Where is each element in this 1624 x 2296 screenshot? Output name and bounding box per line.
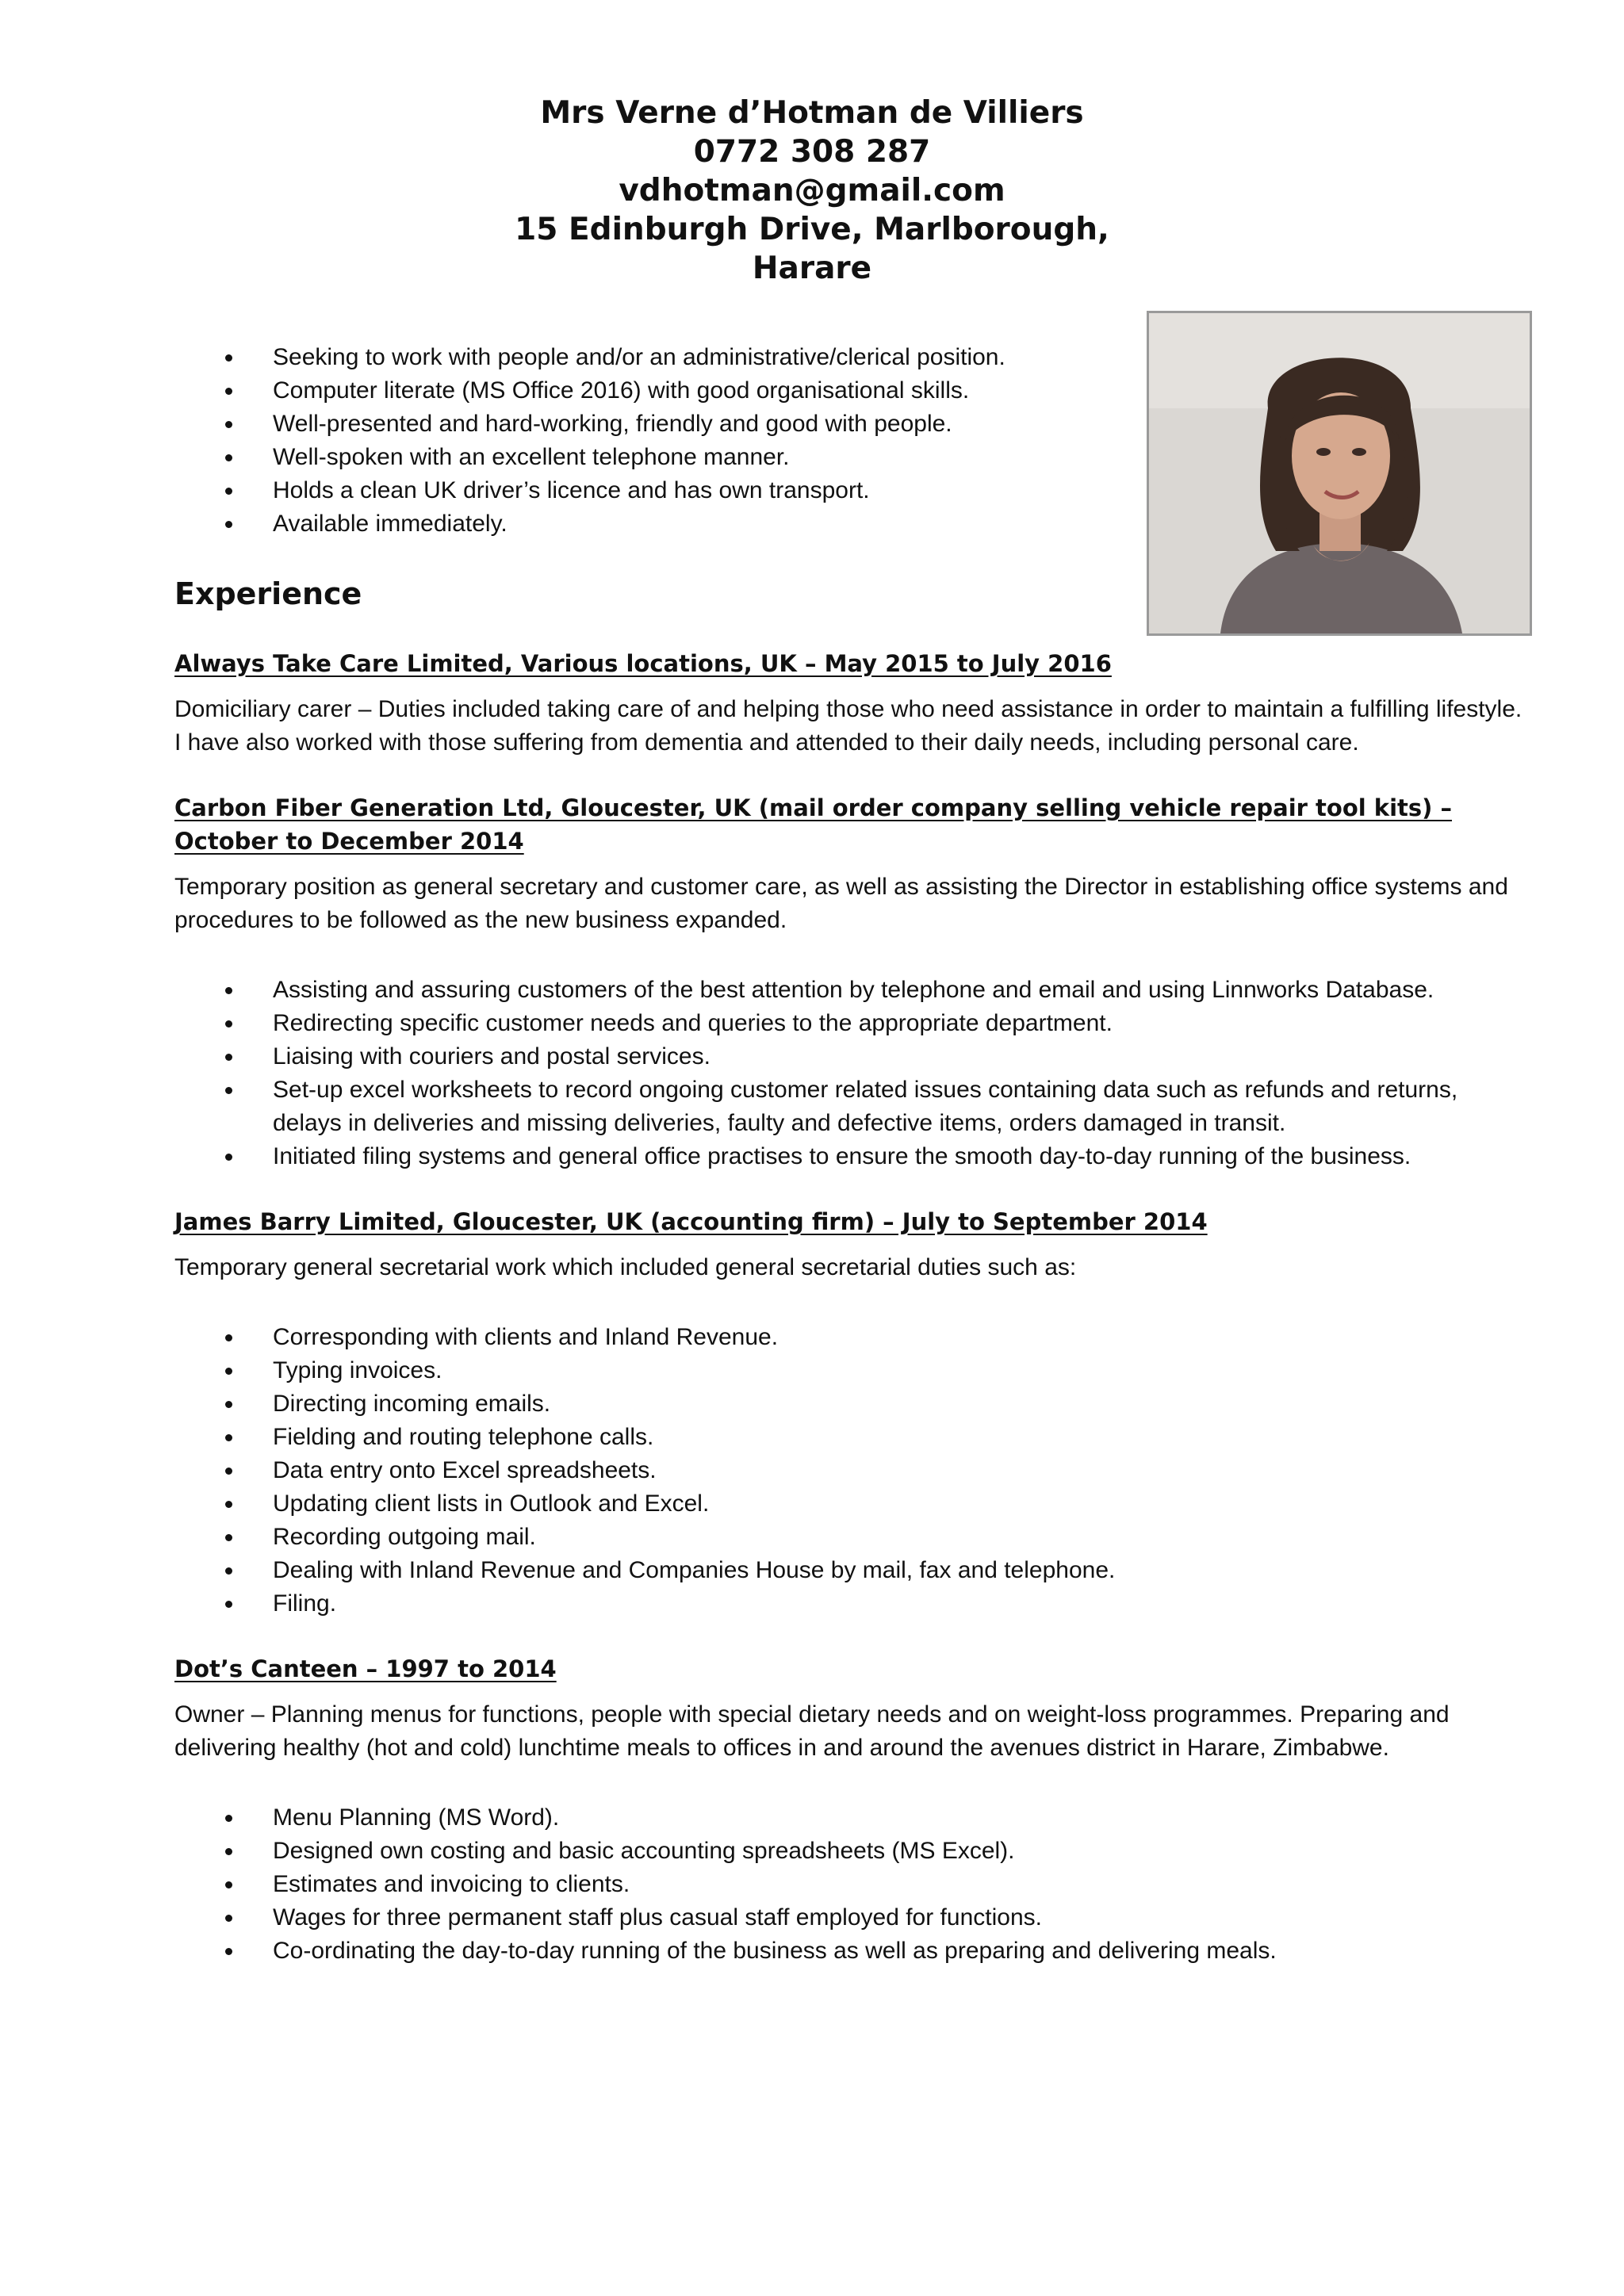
email-address: vdhotman@gmail.com bbox=[619, 173, 1005, 209]
summary-list bbox=[174, 341, 1532, 541]
job-duty-item: Co-ordinating the day-to-day running of the business as well as preparing and delivering meals. bbox=[174, 1934, 1532, 1968]
job-duty-item: Dealing with Inland Revenue and Companies House by mail, fax and telephone. bbox=[174, 1554, 1532, 1587]
summary-item: Holds a clean UK driver’s licence and has own transport. bbox=[174, 474, 1532, 507]
job-duty-item: Menu Planning (MS Word). bbox=[174, 1801, 1532, 1835]
experience-heading: Experience bbox=[174, 576, 362, 611]
contact-header bbox=[0, 94, 1624, 288]
job-duty-item: Typing invoices. bbox=[174, 1354, 1532, 1387]
job-duty-item: Updating client lists in Outlook and Excel. bbox=[174, 1487, 1532, 1521]
address-line-1: 15 Edinburgh Drive, Marlborough, bbox=[515, 212, 1109, 247]
summary-item: Computer literate (MS Office 2016) with good organisational skills. bbox=[174, 374, 1532, 408]
job-title: James Barry Limited, Gloucester, UK (accounting firm) – July to September 2014 bbox=[174, 1208, 1208, 1235]
resume-body bbox=[174, 341, 1532, 1968]
job-description: Temporary general secretarial work which included general secretarial duties such as: bbox=[174, 1254, 1077, 1280]
summary-item: Seeking to work with people and/or an administrative/clerical position. bbox=[174, 341, 1532, 374]
job-description: Temporary position as general secretary and customer care, as well as assisting the Director in establishing office systems and procedures to be followed as the new business expanded. bbox=[174, 874, 1508, 933]
job-description: Domiciliary carer – Duties included taking care of and helping those who need assistance in order to maintain a fulfilling lifestyle. I have also worked with those suffering from dementia and attended to their daily needs, including personal care. bbox=[174, 696, 1522, 756]
job-title: Dot’s Canteen – 1997 to 2014 bbox=[174, 1655, 557, 1682]
job-duties-list bbox=[174, 1321, 1532, 1621]
job-duty-item: Set-up excel worksheets to record ongoing customer related issues containing data such as refunds and returns, delays in deliveries and missing deliveries, faulty and defective items, orders damaged in transit. bbox=[174, 1073, 1532, 1140]
job-duty-item: Filing. bbox=[174, 1587, 1532, 1621]
job-title: Carbon Fiber Generation Ltd, Gloucester, UK (mail order company selling vehicle repair tool kits) – October to December 2014 bbox=[174, 794, 1452, 855]
job-duty-item: Directing incoming emails. bbox=[174, 1387, 1532, 1421]
address-line-2: Harare bbox=[752, 251, 872, 286]
job-duty-item: Liaising with couriers and postal services. bbox=[174, 1040, 1532, 1073]
experience-list bbox=[174, 614, 1532, 1968]
phone-number: 0772 308 287 bbox=[693, 134, 931, 170]
job-duty-item: Designed own costing and basic accounting spreadsheets (MS Excel). bbox=[174, 1835, 1532, 1868]
job-description: Owner – Planning menus for functions, people with special dietary needs and on weight-loss programmes. Preparing and delivering healthy (hot and cold) lunchtime meals to offices in and around the avenues district in Harare, Zimbabwe. bbox=[174, 1701, 1450, 1761]
job-entry bbox=[174, 760, 1532, 1173]
summary-item: Well-presented and hard-working, friendly and good with people. bbox=[174, 408, 1532, 441]
candidate-name: Mrs Verne d’Hotman de Villiers bbox=[540, 95, 1084, 131]
job-duty-item: Estimates and invoicing to clients. bbox=[174, 1868, 1532, 1901]
job-duty-item: Initiated filing systems and general office practises to ensure the smooth day-to-day running of the business. bbox=[174, 1140, 1532, 1173]
job-title: Always Take Care Limited, Various locations, UK – May 2015 to July 2016 bbox=[174, 650, 1112, 677]
job-duty-item: Corresponding with clients and Inland Revenue. bbox=[174, 1321, 1532, 1354]
job-duty-item: Recording outgoing mail. bbox=[174, 1521, 1532, 1554]
job-duty-item: Assisting and assuring customers of the best attention by telephone and email and using Linnworks Database. bbox=[174, 974, 1532, 1007]
summary-item: Available immediately. bbox=[174, 507, 1532, 541]
job-duty-item: Fielding and routing telephone calls. bbox=[174, 1421, 1532, 1454]
job-duty-item: Wages for three permanent staff plus casual staff employed for functions. bbox=[174, 1901, 1532, 1934]
job-duties-list bbox=[174, 1801, 1532, 1968]
job-duty-item: Data entry onto Excel spreadsheets. bbox=[174, 1454, 1532, 1487]
job-entry bbox=[174, 1173, 1532, 1621]
job-duties-list bbox=[174, 974, 1532, 1173]
job-entry bbox=[174, 614, 1532, 760]
job-duty-item: Redirecting specific customer needs and queries to the appropriate department. bbox=[174, 1007, 1532, 1040]
job-entry bbox=[174, 1621, 1532, 1968]
summary-item: Well-spoken with an excellent telephone manner. bbox=[174, 441, 1532, 474]
